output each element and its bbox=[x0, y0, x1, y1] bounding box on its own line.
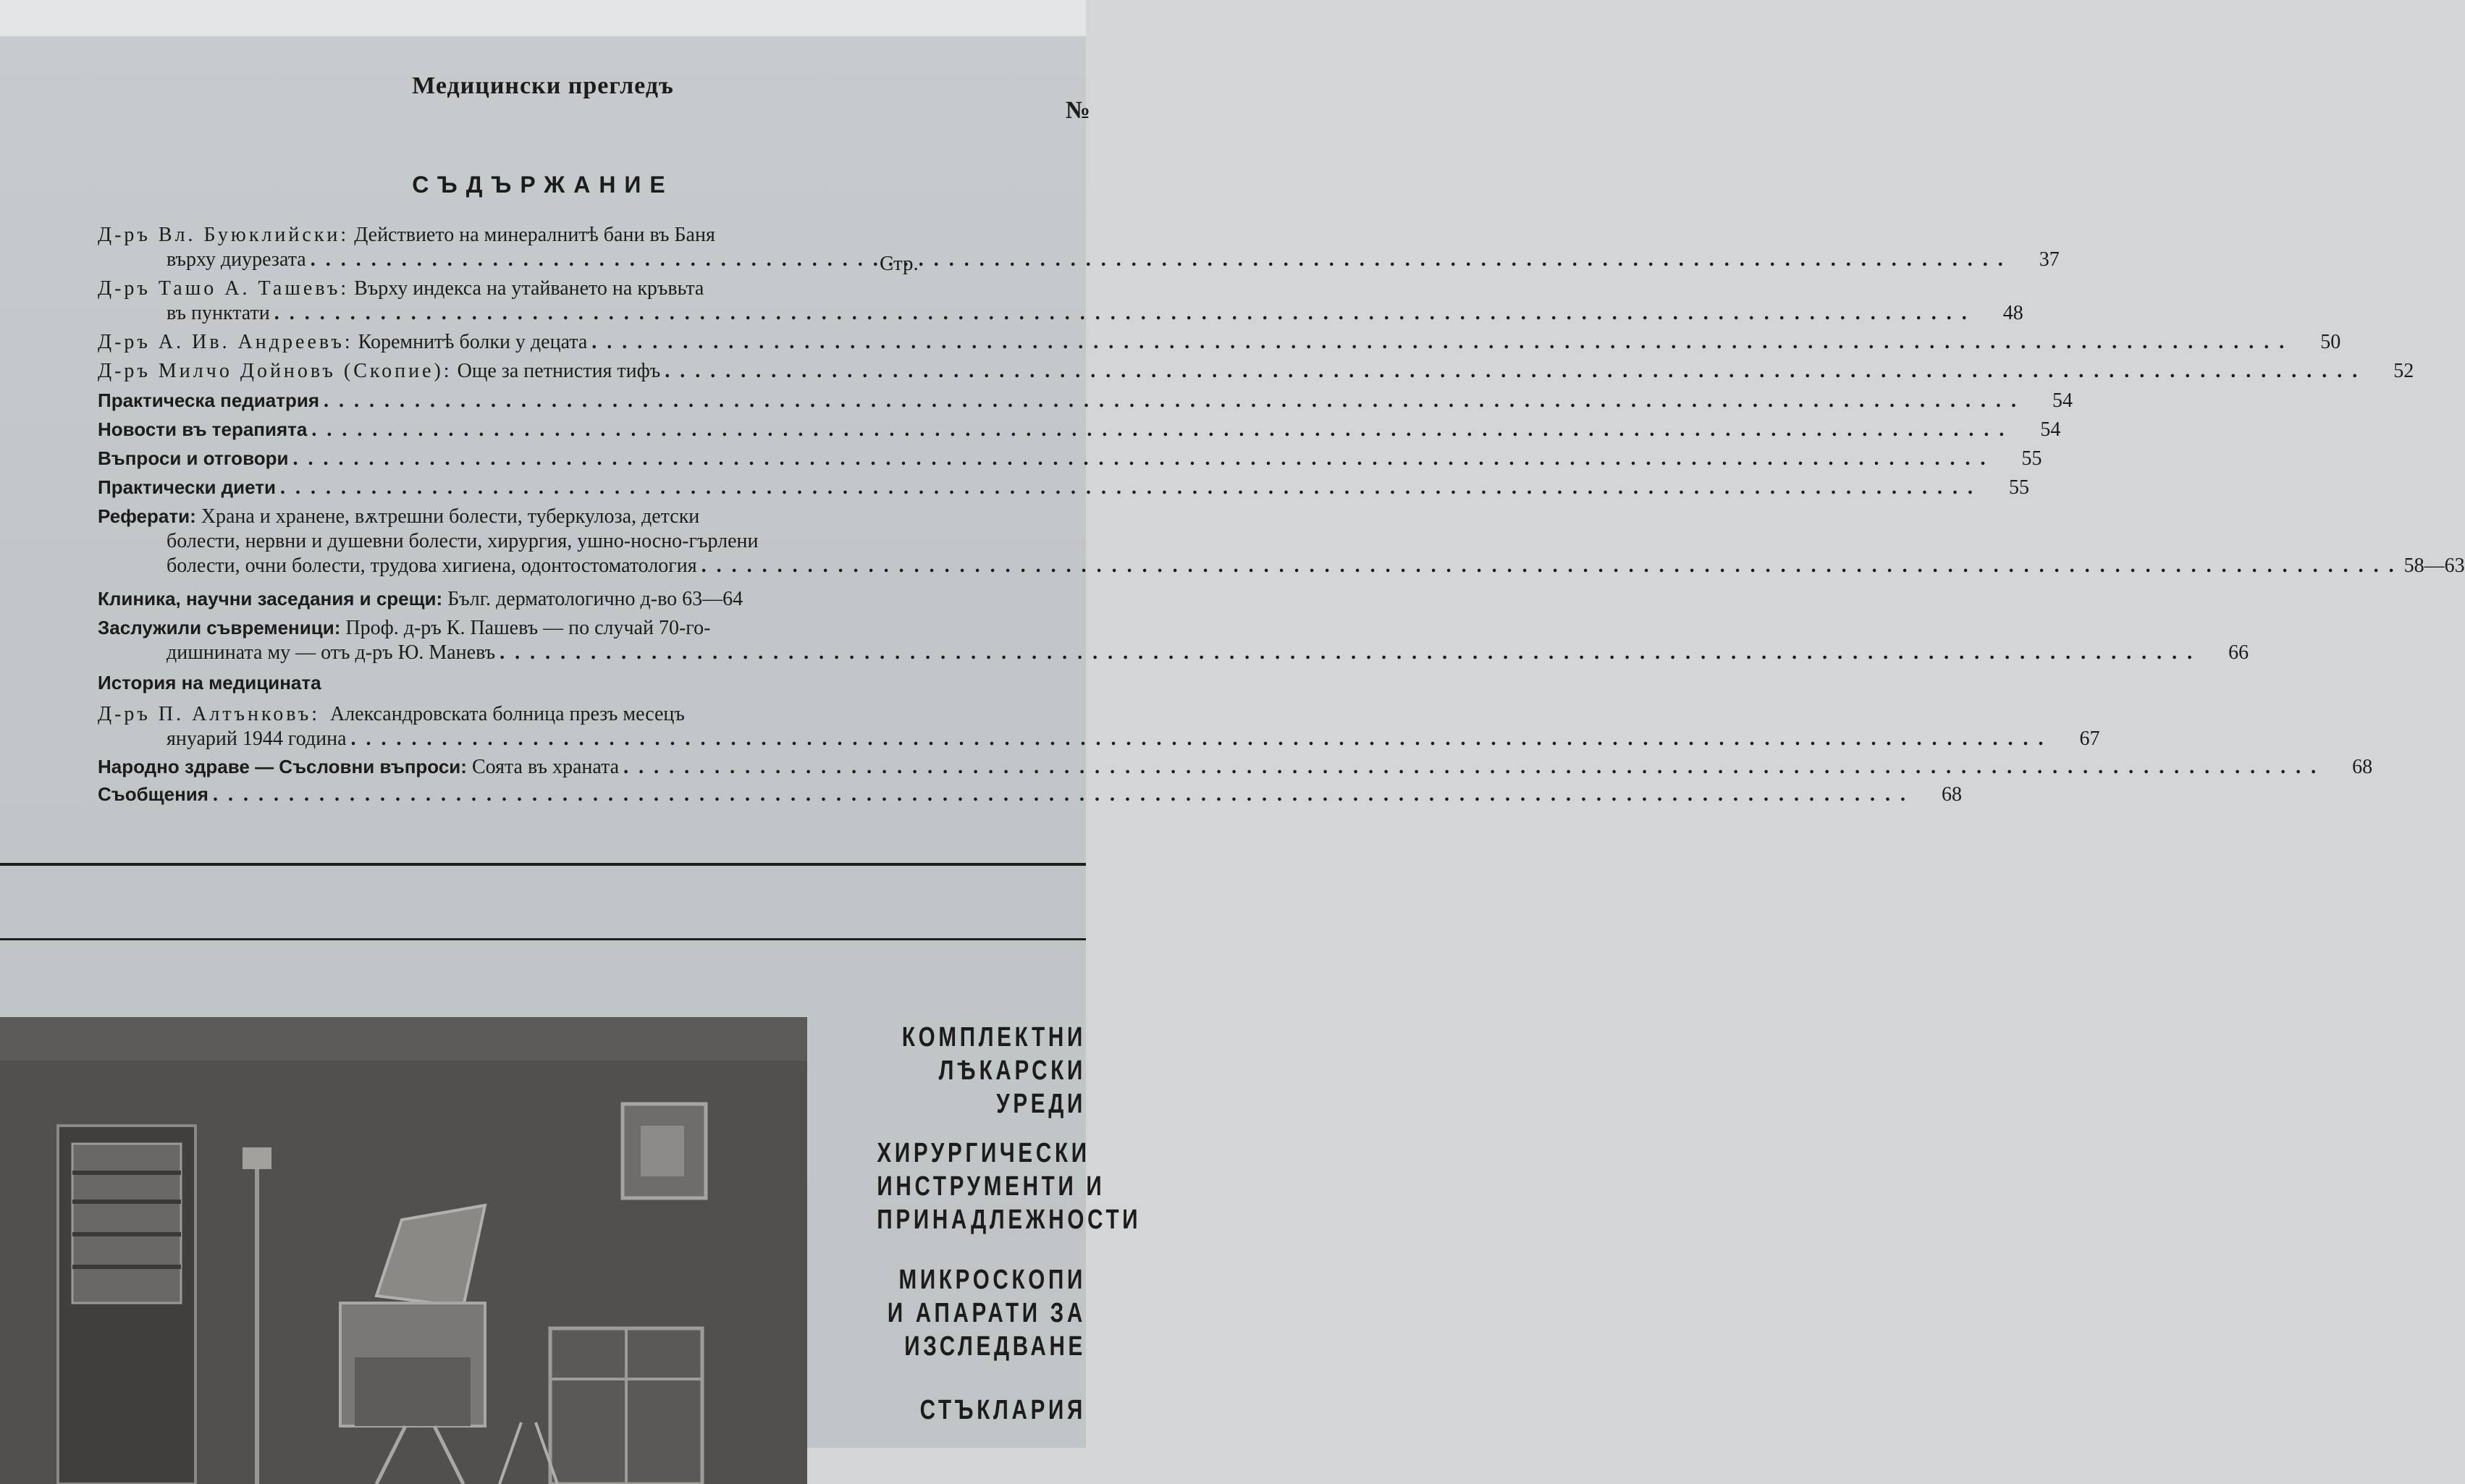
entry-title-cont: болести, очни болести, трудова хигиена, одонтостоматология bbox=[167, 555, 697, 577]
entry-title: Коремнитѣ болки у децата bbox=[358, 331, 588, 353]
toc-entry bbox=[98, 782, 1962, 807]
toc-entry bbox=[98, 223, 2060, 272]
leader-dots bbox=[319, 389, 2026, 413]
toc-entry bbox=[98, 615, 2249, 665]
page-number: 54 bbox=[2052, 389, 2073, 412]
entry-title-cont: върху диурезата bbox=[167, 248, 306, 271]
journal-page bbox=[0, 36, 2465, 1448]
toc-entry bbox=[98, 388, 2073, 413]
ad-line: ЛѢКАРСКИ bbox=[938, 1055, 1086, 1086]
page-number: 48 bbox=[2002, 302, 2023, 324]
divider-rule bbox=[0, 938, 1086, 940]
advertisement-photo bbox=[0, 1017, 807, 1484]
entry-title: Проф. д-ръ К. Пашевъ — по случай 70-го- bbox=[345, 617, 711, 639]
page-column-label: Стр. bbox=[880, 252, 919, 275]
toc-entry bbox=[98, 446, 2042, 471]
page-number: 58—63 bbox=[2403, 555, 2465, 577]
page-number: 68 bbox=[2352, 756, 2373, 778]
ad-line: КОМПЛЕКТНИ bbox=[901, 1022, 1086, 1053]
page-number: 50 bbox=[2320, 331, 2341, 353]
entry-author: Д-ръ Вл. Буюклийски: bbox=[98, 224, 350, 246]
entry-author: Д-ръ П. Алтънковъ: bbox=[98, 703, 320, 725]
toc-entry bbox=[98, 417, 2061, 442]
toc-entry bbox=[98, 586, 930, 612]
section-title: История на медицината bbox=[98, 672, 321, 693]
entry-author: Д-ръ Милчо Дойновъ (Скопие): bbox=[98, 360, 452, 382]
toc-entry bbox=[98, 359, 2414, 384]
toc-entry bbox=[98, 670, 930, 695]
leader-dots bbox=[208, 783, 1916, 807]
entry-title-cont: дишнината му — отъ д-ръ Ю. Маневъ bbox=[167, 641, 496, 664]
entry-title-cont: януарий 1944 година bbox=[167, 728, 347, 750]
toc-entry bbox=[98, 475, 2029, 500]
ad-line: И АПАРАТИ ЗА bbox=[887, 1298, 1086, 1328]
entry-author: Д-ръ А. Ив. Андреевъ: bbox=[98, 331, 353, 353]
entry-title: Още за петнистия тифъ bbox=[457, 360, 661, 382]
section-title: Народно здраве — Съсловни въпроси: bbox=[98, 756, 467, 777]
ad-line: ИНСТРУМЕНТИ И bbox=[877, 1171, 1105, 1202]
toc-entry bbox=[98, 277, 2023, 326]
section-title: Заслужили съвременици: bbox=[98, 617, 341, 638]
page-number: 67 bbox=[2079, 728, 2100, 750]
leader-dots bbox=[495, 641, 2202, 665]
ad-line: ХИРУРГИЧЕСКИ bbox=[877, 1138, 1090, 1168]
toc-entry bbox=[98, 504, 2465, 578]
entry-author: Д-ръ Ташо А. Ташевъ: bbox=[98, 277, 350, 300]
entry-title-cont: въ пунктати bbox=[167, 302, 270, 324]
journal-title: Медицински прегледъ bbox=[412, 72, 674, 99]
entry-title: Храна и хранене, вѫтрешни болести, туберкулоза, детски bbox=[201, 505, 700, 528]
section-title: Въпроси и отговори bbox=[98, 447, 289, 469]
page-number: 68 bbox=[1941, 783, 1962, 806]
page-number: 55 bbox=[2008, 476, 2029, 499]
section-title: Клиника, научни заседания и срещи: bbox=[98, 588, 443, 610]
leader-dots bbox=[347, 727, 2054, 751]
section-title: Практическа педиатрия bbox=[98, 389, 320, 411]
issue-number-mark: № bbox=[1065, 97, 1090, 124]
divider-rule bbox=[0, 863, 1086, 866]
section-title: Реферати: bbox=[98, 505, 196, 527]
leader-dots bbox=[697, 554, 2404, 578]
leader-dots bbox=[276, 476, 1983, 500]
entry-title: Бълг. дерматологично д-во bbox=[447, 588, 678, 610]
entry-title-cont: болести, нервни и душевни болести, хирургия, ушно-носно-гърлени bbox=[167, 530, 759, 552]
leader-dots bbox=[587, 330, 2294, 355]
section-title: Практически диети bbox=[98, 476, 276, 498]
leader-dots bbox=[306, 248, 2013, 272]
leader-dots bbox=[288, 447, 1995, 471]
page-number: 63—64 bbox=[682, 588, 743, 610]
ad-line: СТЪКЛАРИЯ bbox=[919, 1395, 1086, 1425]
toc-entry bbox=[98, 702, 2100, 751]
leader-dots bbox=[619, 755, 2326, 780]
entry-title: Александровската болница презъ месецъ bbox=[329, 703, 685, 725]
section-title: Съобщения bbox=[98, 783, 208, 805]
toc-heading: СЪДЪРЖАНИЕ bbox=[412, 172, 674, 198]
ad-line: УРЕДИ bbox=[996, 1089, 1086, 1119]
toc-entry bbox=[98, 754, 2373, 780]
entry-title: Върху индекса на утайването на кръвьта bbox=[354, 277, 704, 300]
leader-dots bbox=[660, 359, 2367, 384]
leader-dots bbox=[307, 418, 2014, 442]
page-number: 52 bbox=[2393, 360, 2414, 382]
page-number: 54 bbox=[2040, 418, 2061, 441]
entry-title: Соята въ храната bbox=[471, 756, 620, 778]
toc-entry bbox=[98, 330, 2341, 355]
section-title: Новости въ терапията bbox=[98, 418, 308, 440]
page-number: 55 bbox=[2021, 447, 2042, 470]
ad-line: ПРИНАДЛЕЖНОСТИ bbox=[877, 1205, 1142, 1235]
entry-title: Действието на минералнитѣ бани въ Баня bbox=[354, 224, 715, 246]
leader-dots bbox=[270, 301, 1977, 326]
page-number: 66 bbox=[2228, 641, 2249, 664]
ad-line: ИЗСЛЕДВАНЕ bbox=[904, 1331, 1086, 1362]
page-number: 37 bbox=[2039, 248, 2060, 271]
scan-background-top bbox=[0, 0, 1086, 36]
ad-line: МИКРОСКОПИ bbox=[898, 1265, 1086, 1295]
